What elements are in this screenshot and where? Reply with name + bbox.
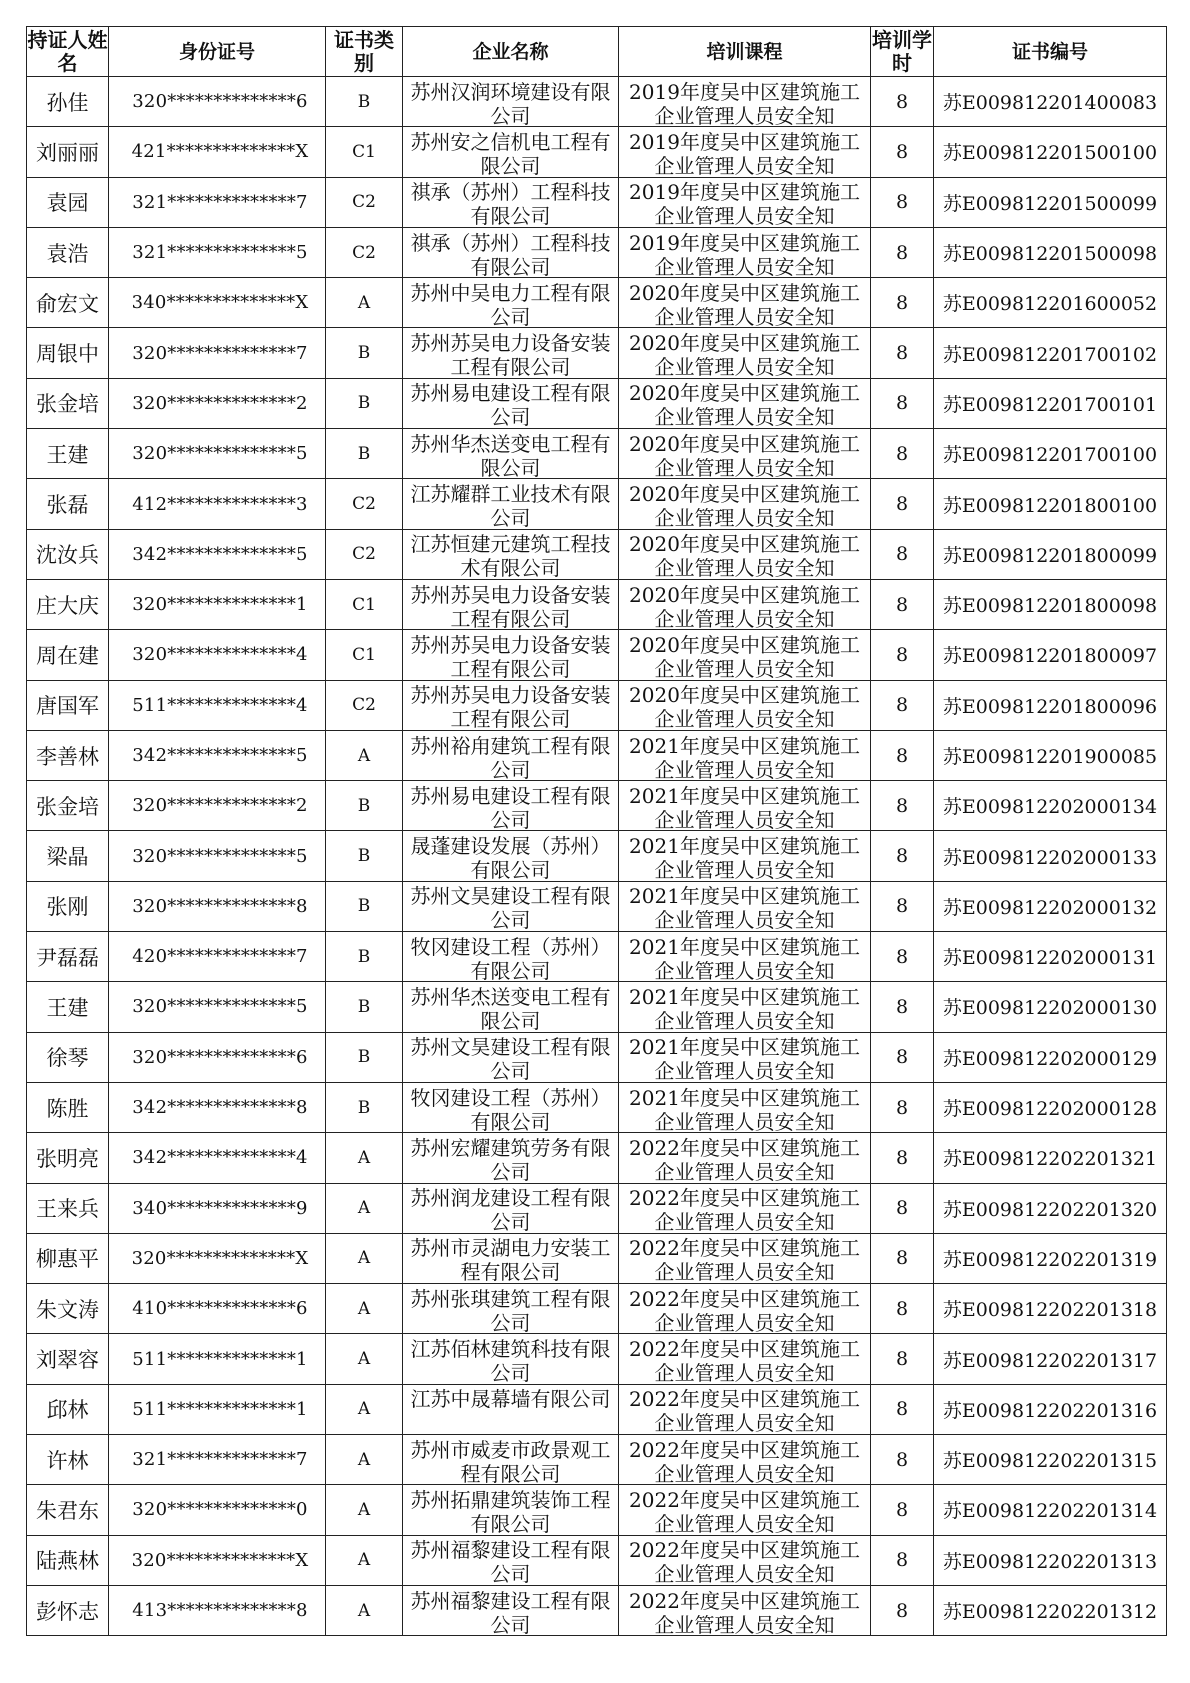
table-row (27, 1284, 1167, 1334)
table-row (27, 227, 1167, 277)
cell-category: B (326, 932, 403, 982)
cell-category: A (326, 1133, 403, 1183)
cell-name: 袁浩 (27, 227, 109, 277)
cell-category: C2 (326, 680, 403, 730)
cell-id: 342**************5 (109, 529, 326, 579)
table-row (27, 1233, 1167, 1283)
cell-course: 2020年度吴中区建筑施工企业管理人员安全知 (619, 529, 871, 579)
cell-cert-no: 苏E009812201500100 (934, 127, 1167, 177)
cell-company: 晟蓬建设发展（苏州）有限公司 (403, 831, 619, 881)
table-row (27, 680, 1167, 730)
cell-hours: 8 (871, 1334, 934, 1384)
cell-cert-no: 苏E009812201800099 (934, 529, 1167, 579)
cell-id: 413**************8 (109, 1585, 326, 1635)
cell-hours: 8 (871, 1435, 934, 1485)
cell-name: 邱林 (27, 1384, 109, 1434)
cell-name: 庄大庆 (27, 579, 109, 629)
cell-id: 320**************6 (109, 1032, 326, 1082)
header-hours: 培训学时 (872, 27, 932, 75)
cell-cert-no: 苏E009812202000133 (934, 831, 1167, 881)
cell-company: 江苏佰林建筑科技有限公司 (403, 1334, 619, 1384)
table-row (27, 1535, 1167, 1585)
cell-id: 511**************1 (109, 1384, 326, 1434)
cell-category: A (326, 1535, 403, 1585)
cell-course: 2022年度吴中区建筑施工企业管理人员安全知 (619, 1585, 871, 1635)
cell-category: C2 (326, 227, 403, 277)
cell-company: 苏州苏吴电力设备安装工程有限公司 (403, 630, 619, 680)
cell-category: B (326, 328, 403, 378)
cell-id: 410**************6 (109, 1284, 326, 1334)
cell-cert-no: 苏E009812201700102 (934, 328, 1167, 378)
cell-company: 苏州华杰送变电工程有限公司 (403, 429, 619, 479)
table-row (27, 378, 1167, 428)
cell-company: 苏州张琪建筑工程有限公司 (403, 1284, 619, 1334)
cell-id: 511**************1 (109, 1334, 326, 1384)
table-row (27, 1435, 1167, 1485)
cell-id: 340**************X (109, 278, 326, 328)
cell-hours: 8 (871, 1535, 934, 1585)
cell-hours: 8 (871, 1082, 934, 1132)
cell-hours: 8 (871, 177, 934, 227)
cell-category: B (326, 1082, 403, 1132)
cell-course: 2020年度吴中区建筑施工企业管理人员安全知 (619, 579, 871, 629)
cell-name: 许林 (27, 1435, 109, 1485)
cell-hours: 8 (871, 529, 934, 579)
cell-id: 421**************X (109, 127, 326, 177)
cell-name: 朱文涛 (27, 1284, 109, 1334)
cell-hours: 8 (871, 982, 934, 1032)
cell-id: 320**************0 (109, 1485, 326, 1535)
header-course: 培训课程 (619, 27, 871, 77)
cell-hours: 8 (871, 579, 934, 629)
table-row (27, 127, 1167, 177)
cell-hours: 8 (871, 1032, 934, 1082)
cell-company: 苏州市灵湖电力安装工程有限公司 (403, 1233, 619, 1283)
cell-cert-no: 苏E009812202201318 (934, 1284, 1167, 1334)
cell-category: B (326, 77, 403, 127)
header-cert-no: 证书编号 (934, 27, 1167, 77)
cell-hours: 8 (871, 1485, 934, 1535)
cell-category: B (326, 881, 403, 931)
table-row (27, 429, 1167, 479)
table-row (27, 932, 1167, 982)
cell-name: 陆燕林 (27, 1535, 109, 1585)
cell-company: 苏州易电建设工程有限公司 (403, 378, 619, 428)
cell-category: C2 (326, 177, 403, 227)
header-company: 企业名称 (403, 27, 619, 77)
cell-course: 2022年度吴中区建筑施工企业管理人员安全知 (619, 1334, 871, 1384)
cell-company: 苏州汉润环境建设有限公司 (403, 77, 619, 127)
cell-cert-no: 苏E009812202000129 (934, 1032, 1167, 1082)
cell-category: A (326, 1284, 403, 1334)
cell-cert-no: 苏E009812202201319 (934, 1233, 1167, 1283)
header-row (27, 27, 1167, 77)
cell-company: 祺承（苏州）工程科技有限公司 (403, 227, 619, 277)
cell-hours: 8 (871, 932, 934, 982)
cell-id: 320**************6 (109, 77, 326, 127)
cell-cert-no: 苏E009812201800096 (934, 680, 1167, 730)
cell-category: C1 (326, 579, 403, 629)
cell-name: 孙佳 (27, 77, 109, 127)
cell-course: 2020年度吴中区建筑施工企业管理人员安全知 (619, 630, 871, 680)
cell-name: 袁园 (27, 177, 109, 227)
cell-company: 苏州宏耀建筑劳务有限公司 (403, 1133, 619, 1183)
cell-name: 周银中 (27, 328, 109, 378)
cell-hours: 8 (871, 77, 934, 127)
cell-company: 苏州市威麦市政景观工程有限公司 (403, 1435, 619, 1485)
table-row (27, 77, 1167, 127)
cell-course: 2021年度吴中区建筑施工企业管理人员安全知 (619, 932, 871, 982)
cell-hours: 8 (871, 831, 934, 881)
cell-category: B (326, 982, 403, 1032)
cell-name: 周在建 (27, 630, 109, 680)
cell-name: 张金培 (27, 781, 109, 831)
cell-name: 沈汝兵 (27, 529, 109, 579)
cell-course: 2022年度吴中区建筑施工企业管理人员安全知 (619, 1435, 871, 1485)
certificate-table (26, 26, 1167, 1636)
cell-name: 张磊 (27, 479, 109, 529)
cell-id: 321**************7 (109, 177, 326, 227)
cell-course: 2022年度吴中区建筑施工企业管理人员安全知 (619, 1133, 871, 1183)
cell-cert-no: 苏E009812202201316 (934, 1384, 1167, 1434)
cell-category: B (326, 831, 403, 881)
cell-id: 342**************4 (109, 1133, 326, 1183)
cell-id: 320**************5 (109, 982, 326, 1032)
cell-course: 2020年度吴中区建筑施工企业管理人员安全知 (619, 378, 871, 428)
table-row (27, 630, 1167, 680)
cell-cert-no: 苏E009812202000131 (934, 932, 1167, 982)
header-category: 证书类别 (326, 27, 403, 77)
cell-id: 320**************X (109, 1233, 326, 1283)
cell-hours: 8 (871, 429, 934, 479)
cell-course: 2022年度吴中区建筑施工企业管理人员安全知 (619, 1384, 871, 1434)
cell-name: 梁晶 (27, 831, 109, 881)
cell-name: 刘丽丽 (27, 127, 109, 177)
cell-course: 2021年度吴中区建筑施工企业管理人员安全知 (619, 982, 871, 1032)
cell-company: 江苏耀群工业技术有限公司 (403, 479, 619, 529)
cell-hours: 8 (871, 278, 934, 328)
cell-company: 苏州文昊建设工程有限公司 (403, 881, 619, 931)
cell-course: 2022年度吴中区建筑施工企业管理人员安全知 (619, 1485, 871, 1535)
cell-category: A (326, 278, 403, 328)
cell-course: 2021年度吴中区建筑施工企业管理人员安全知 (619, 781, 871, 831)
cell-company: 苏州中吴电力工程有限公司 (403, 278, 619, 328)
cell-course: 2022年度吴中区建筑施工企业管理人员安全知 (619, 1183, 871, 1233)
cell-cert-no: 苏E009812201500098 (934, 227, 1167, 277)
cell-id: 320**************4 (109, 630, 326, 680)
cell-company: 祺承（苏州）工程科技有限公司 (403, 177, 619, 227)
cell-hours: 8 (871, 680, 934, 730)
table-row (27, 1334, 1167, 1384)
cell-company: 苏州苏吴电力设备安装工程有限公司 (403, 579, 619, 629)
cell-course: 2020年度吴中区建筑施工企业管理人员安全知 (619, 429, 871, 479)
cell-company: 牧冈建设工程（苏州）有限公司 (403, 932, 619, 982)
cell-cert-no: 苏E009812202201321 (934, 1133, 1167, 1183)
cell-name: 李善林 (27, 730, 109, 780)
cell-course: 2021年度吴中区建筑施工企业管理人员安全知 (619, 730, 871, 780)
cell-name: 刘翠容 (27, 1334, 109, 1384)
cell-category: A (326, 1485, 403, 1535)
cell-hours: 8 (871, 127, 934, 177)
cell-cert-no: 苏E009812201800100 (934, 479, 1167, 529)
cell-hours: 8 (871, 1183, 934, 1233)
cell-cert-no: 苏E009812202201315 (934, 1435, 1167, 1485)
cell-id: 342**************5 (109, 730, 326, 780)
cell-company: 苏州华杰送变电工程有限公司 (403, 982, 619, 1032)
cell-id: 321**************5 (109, 227, 326, 277)
cell-company: 苏州易电建设工程有限公司 (403, 781, 619, 831)
cell-hours: 8 (871, 227, 934, 277)
cell-id: 320**************1 (109, 579, 326, 629)
cell-name: 柳惠平 (27, 1233, 109, 1283)
cell-course: 2019年度吴中区建筑施工企业管理人员安全知 (619, 77, 871, 127)
cell-course: 2022年度吴中区建筑施工企业管理人员安全知 (619, 1535, 871, 1585)
cell-cert-no: 苏E009812201500099 (934, 177, 1167, 227)
table-row (27, 1585, 1167, 1635)
table-row (27, 1485, 1167, 1535)
cell-course: 2022年度吴中区建筑施工企业管理人员安全知 (619, 1233, 871, 1283)
cell-category: A (326, 1334, 403, 1384)
cell-category: A (326, 1233, 403, 1283)
table-row (27, 1183, 1167, 1233)
cell-name: 张刚 (27, 881, 109, 931)
cell-hours: 8 (871, 781, 934, 831)
cell-cert-no: 苏E009812201600052 (934, 278, 1167, 328)
cell-id: 511**************4 (109, 680, 326, 730)
cell-hours: 8 (871, 479, 934, 529)
cell-category: A (326, 1183, 403, 1233)
table-row (27, 579, 1167, 629)
cell-cert-no: 苏E009812202000130 (934, 982, 1167, 1032)
table-row (27, 479, 1167, 529)
cell-name: 陈胜 (27, 1082, 109, 1132)
table-row (27, 529, 1167, 579)
cell-course: 2019年度吴中区建筑施工企业管理人员安全知 (619, 127, 871, 177)
cell-id: 321**************7 (109, 1435, 326, 1485)
cell-course: 2021年度吴中区建筑施工企业管理人员安全知 (619, 1032, 871, 1082)
cell-name: 王建 (27, 429, 109, 479)
cell-category: C1 (326, 127, 403, 177)
cell-course: 2020年度吴中区建筑施工企业管理人员安全知 (619, 680, 871, 730)
cell-name: 朱君东 (27, 1485, 109, 1535)
table-row (27, 1133, 1167, 1183)
cell-hours: 8 (871, 378, 934, 428)
cell-company: 牧冈建设工程（苏州）有限公司 (403, 1082, 619, 1132)
cell-course: 2020年度吴中区建筑施工企业管理人员安全知 (619, 479, 871, 529)
cell-cert-no: 苏E009812201400083 (934, 77, 1167, 127)
cell-name: 俞宏文 (27, 278, 109, 328)
cell-course: 2021年度吴中区建筑施工企业管理人员安全知 (619, 831, 871, 881)
cell-company: 江苏中晟幕墙有限公司 (403, 1384, 619, 1434)
table-row (27, 1384, 1167, 1434)
cell-id: 320**************X (109, 1535, 326, 1585)
cell-company: 苏州安之信机电工程有限公司 (403, 127, 619, 177)
table-body (27, 77, 1167, 1636)
cell-category: A (326, 1585, 403, 1635)
cell-name: 张金培 (27, 378, 109, 428)
cell-hours: 8 (871, 881, 934, 931)
cell-category: B (326, 429, 403, 479)
table-row (27, 328, 1167, 378)
cell-name: 王建 (27, 982, 109, 1032)
cell-id: 340**************9 (109, 1183, 326, 1233)
cell-company: 苏州福黎建设工程有限公司 (403, 1535, 619, 1585)
table-row (27, 730, 1167, 780)
cell-cert-no: 苏E009812201700101 (934, 378, 1167, 428)
cell-hours: 8 (871, 1384, 934, 1434)
header-id: 身份证号 (109, 27, 326, 77)
cell-id: 320**************5 (109, 831, 326, 881)
cell-category: A (326, 1384, 403, 1434)
cell-company: 苏州福黎建设工程有限公司 (403, 1585, 619, 1635)
cell-category: B (326, 378, 403, 428)
cell-company: 苏州文昊建设工程有限公司 (403, 1032, 619, 1082)
table-row (27, 278, 1167, 328)
cell-category: A (326, 730, 403, 780)
cell-cert-no: 苏E009812202201312 (934, 1585, 1167, 1635)
cell-id: 342**************8 (109, 1082, 326, 1132)
cell-cert-no: 苏E009812202000128 (934, 1082, 1167, 1132)
cell-cert-no: 苏E009812202000132 (934, 881, 1167, 931)
cell-cert-no: 苏E009812201700100 (934, 429, 1167, 479)
cell-name: 尹磊磊 (27, 932, 109, 982)
table-row (27, 1032, 1167, 1082)
cell-cert-no: 苏E009812201800098 (934, 579, 1167, 629)
cell-company: 苏州裕甪建筑工程有限公司 (403, 730, 619, 780)
cell-id: 420**************7 (109, 932, 326, 982)
cell-hours: 8 (871, 328, 934, 378)
cell-id: 412**************3 (109, 479, 326, 529)
cell-course: 2021年度吴中区建筑施工企业管理人员安全知 (619, 1082, 871, 1132)
cell-hours: 8 (871, 1284, 934, 1334)
cell-cert-no: 苏E009812201800097 (934, 630, 1167, 680)
cell-category: C2 (326, 479, 403, 529)
cell-company: 苏州拓鼎建筑装饰工程有限公司 (403, 1485, 619, 1535)
cell-hours: 8 (871, 1233, 934, 1283)
cell-course: 2022年度吴中区建筑施工企业管理人员安全知 (619, 1284, 871, 1334)
cell-hours: 8 (871, 1133, 934, 1183)
cell-company: 苏州润龙建设工程有限公司 (403, 1183, 619, 1233)
cell-hours: 8 (871, 730, 934, 780)
cell-cert-no: 苏E009812202201317 (934, 1334, 1167, 1384)
cell-course: 2019年度吴中区建筑施工企业管理人员安全知 (619, 227, 871, 277)
cell-id: 320**************8 (109, 881, 326, 931)
cell-name: 张明亮 (27, 1133, 109, 1183)
cell-hours: 8 (871, 1585, 934, 1635)
cell-id: 320**************2 (109, 378, 326, 428)
table-row (27, 881, 1167, 931)
cell-company: 江苏恒建元建筑工程技术有限公司 (403, 529, 619, 579)
cell-id: 320**************2 (109, 781, 326, 831)
cell-id: 320**************5 (109, 429, 326, 479)
header-name: 持证人姓名 (27, 27, 108, 75)
cell-category: A (326, 1435, 403, 1485)
cell-company: 苏州苏吴电力设备安装工程有限公司 (403, 328, 619, 378)
cell-course: 2020年度吴中区建筑施工企业管理人员安全知 (619, 328, 871, 378)
cell-name: 彭怀志 (27, 1585, 109, 1635)
cell-cert-no: 苏E009812202201313 (934, 1535, 1167, 1585)
cell-category: B (326, 1032, 403, 1082)
table-row (27, 831, 1167, 881)
cell-cert-no: 苏E009812201900085 (934, 730, 1167, 780)
cell-course: 2021年度吴中区建筑施工企业管理人员安全知 (619, 881, 871, 931)
cell-cert-no: 苏E009812202201314 (934, 1485, 1167, 1535)
table-row (27, 177, 1167, 227)
cell-company: 苏州苏吴电力设备安装工程有限公司 (403, 680, 619, 730)
cell-category: C2 (326, 529, 403, 579)
cell-hours: 8 (871, 630, 934, 680)
table-row (27, 982, 1167, 1032)
cell-course: 2019年度吴中区建筑施工企业管理人员安全知 (619, 177, 871, 227)
cell-cert-no: 苏E009812202201320 (934, 1183, 1167, 1233)
cell-course: 2020年度吴中区建筑施工企业管理人员安全知 (619, 278, 871, 328)
cell-name: 王来兵 (27, 1183, 109, 1233)
table-row (27, 1082, 1167, 1132)
cell-name: 徐琴 (27, 1032, 109, 1082)
cell-category: B (326, 781, 403, 831)
table-row (27, 781, 1167, 831)
cell-id: 320**************7 (109, 328, 326, 378)
cell-name: 唐国军 (27, 680, 109, 730)
cell-category: C1 (326, 630, 403, 680)
cell-cert-no: 苏E009812202000134 (934, 781, 1167, 831)
